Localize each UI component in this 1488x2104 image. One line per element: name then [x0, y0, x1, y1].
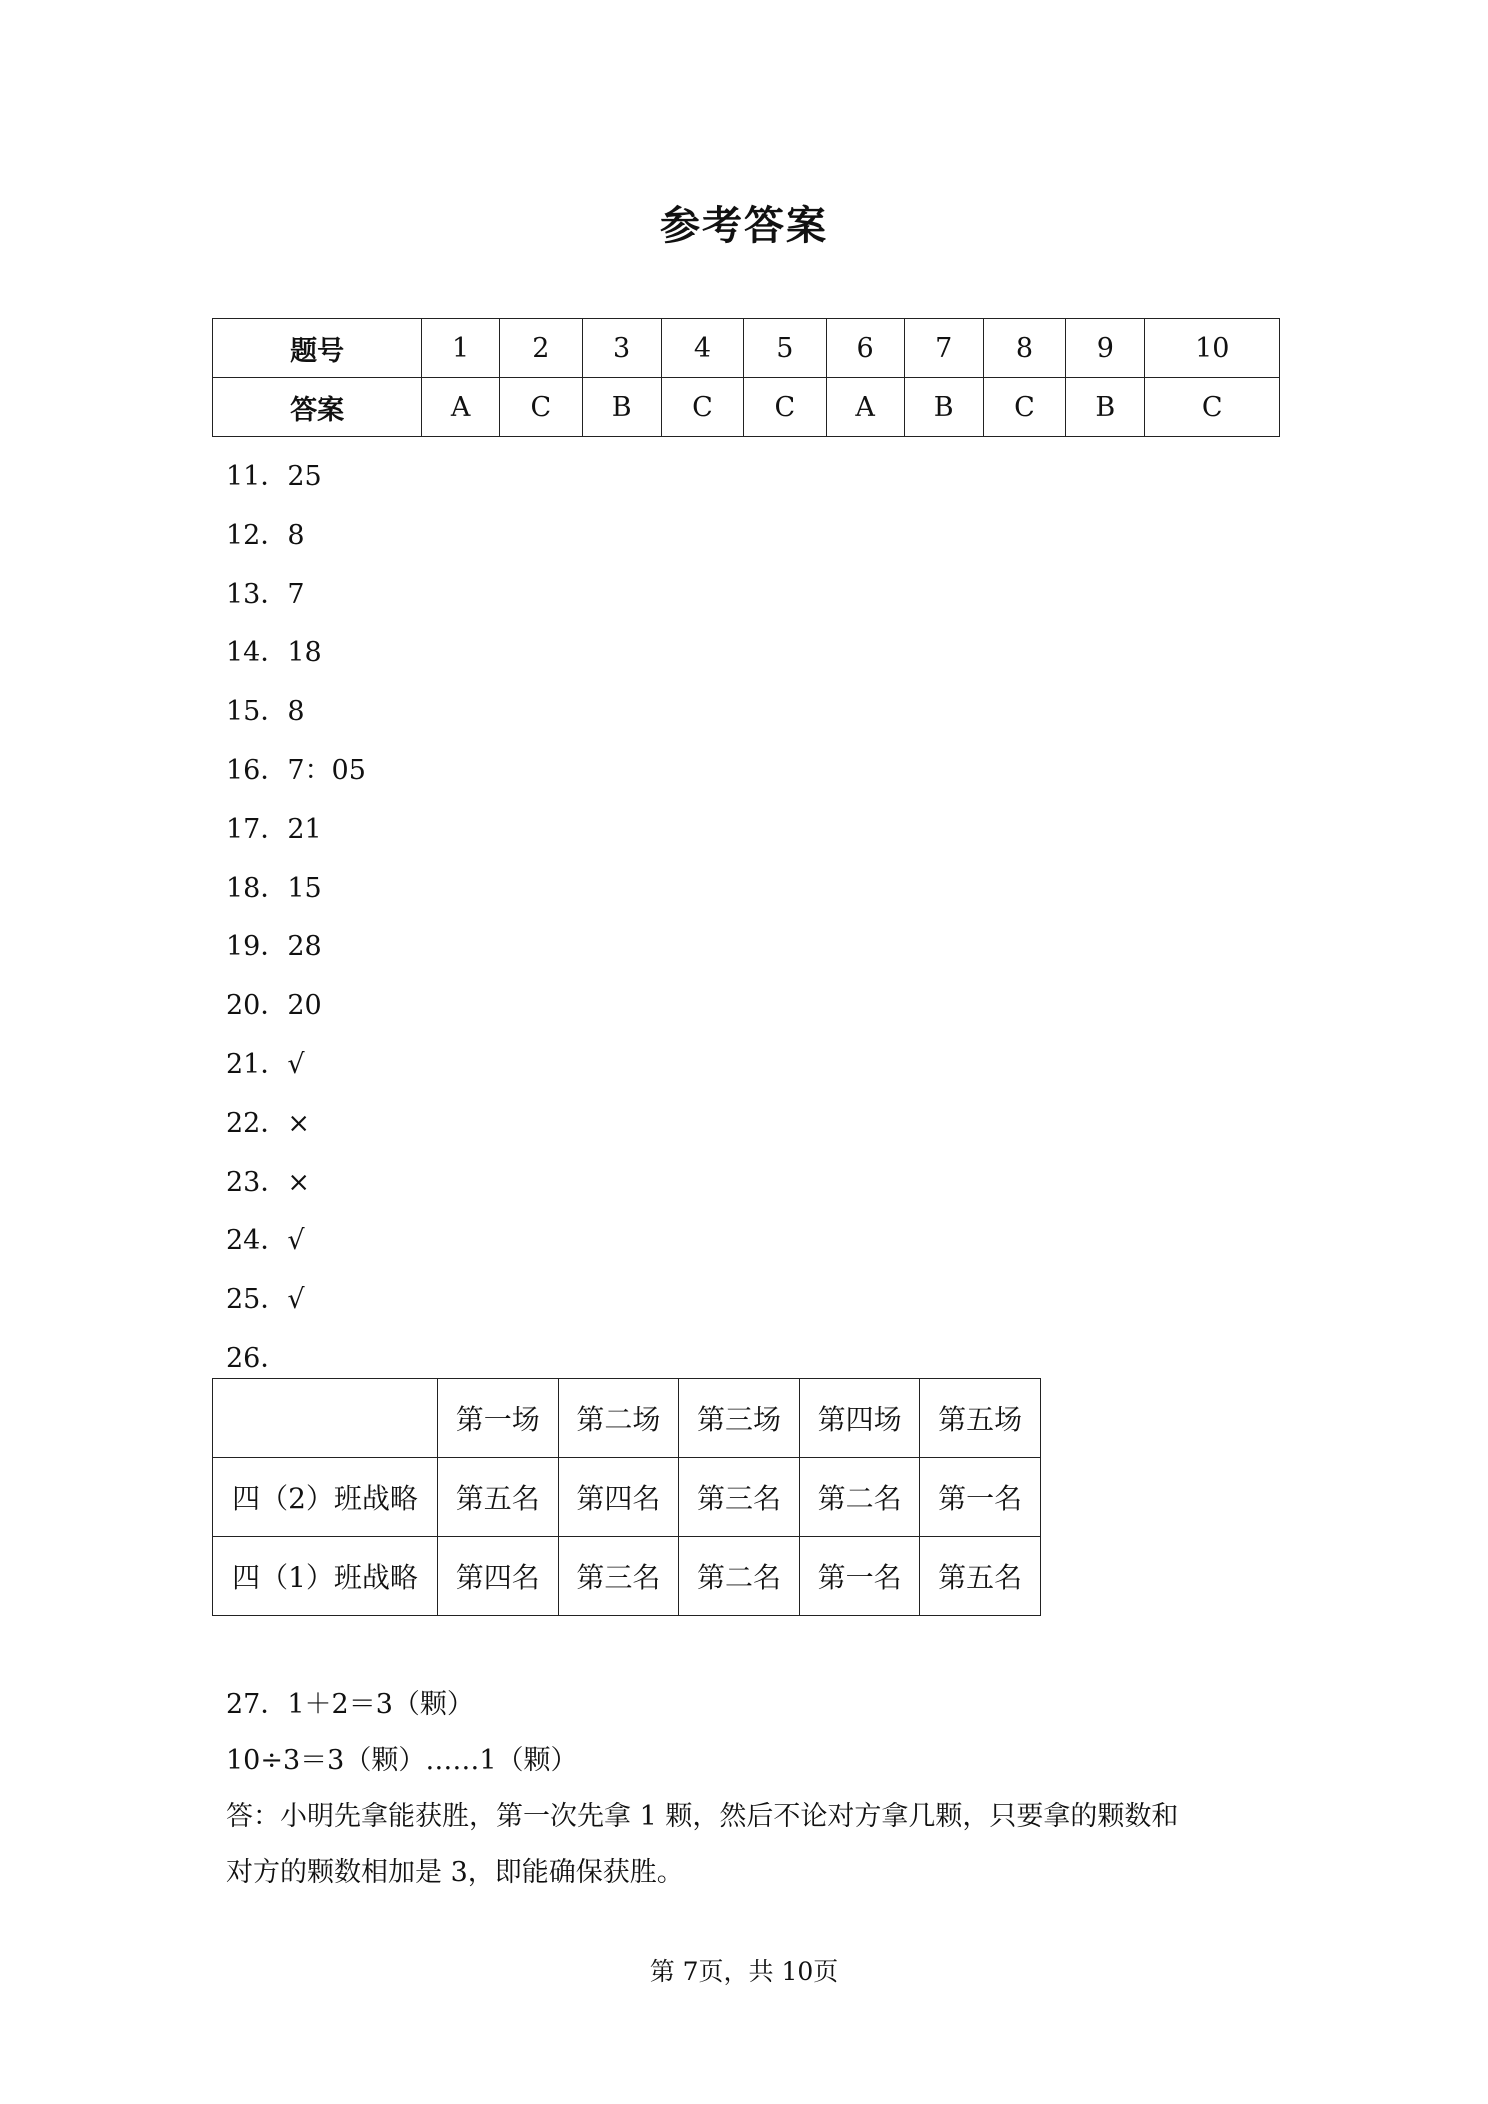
q27-line-2: 10÷3＝3（颗）……1（颗） — [226, 1745, 578, 1776]
q27-answer-line-2: 对方的颗数相加是 3，即能确保获胜。 — [226, 1857, 684, 1888]
strategy-column-header: 第五场 — [920, 1379, 1041, 1458]
answer-line: 23．× — [226, 1166, 310, 1198]
strategy-column-header: 第三场 — [679, 1379, 800, 1458]
strategy-column-header: 第一场 — [438, 1379, 559, 1458]
answer-header: 答案 — [213, 378, 422, 437]
answer-table-number-row — [213, 319, 1280, 378]
question-number: 5 — [744, 319, 826, 378]
strategy-cell: 第二名 — [679, 1537, 800, 1616]
question-number: 8 — [983, 319, 1065, 378]
answer-cell: B — [582, 378, 661, 437]
answer-line: 18．15 — [226, 872, 322, 904]
answer-line: 26． — [226, 1342, 288, 1374]
answer-cell: C — [1145, 378, 1280, 437]
answer-line: 16．7：05 — [226, 754, 366, 786]
strategy-cell: 第四名 — [438, 1537, 559, 1616]
strategy-cell: 第一名 — [799, 1537, 920, 1616]
page-footer: 第 7页，共 10页 — [649, 1957, 839, 1986]
question-number: 10 — [1145, 319, 1280, 378]
strategy-table — [212, 1378, 1041, 1616]
strategy-header-row — [213, 1379, 1041, 1458]
strategy-cell: 第五名 — [438, 1458, 559, 1537]
answer-line: 19．28 — [226, 931, 322, 963]
answer-line: 25．√ — [226, 1284, 305, 1316]
question-number: 1 — [422, 319, 500, 378]
answer-line: 12．8 — [226, 519, 305, 551]
strategy-row-label: 四（2）班战略 — [213, 1458, 438, 1537]
answer-line: 24．√ — [226, 1225, 305, 1257]
answer-cell: A — [826, 378, 904, 437]
strategy-row-label: 四（1）班战略 — [213, 1537, 438, 1616]
answer-line: 15．8 — [226, 696, 305, 728]
answer-cell: B — [904, 378, 983, 437]
strategy-cell: 第五名 — [920, 1537, 1041, 1616]
strategy-column-header: 第二场 — [558, 1379, 679, 1458]
question-number: 6 — [826, 319, 904, 378]
answer-cell: B — [1066, 378, 1145, 437]
answer-line: 21．√ — [226, 1048, 305, 1080]
answer-table — [212, 318, 1280, 437]
strategy-cell: 第三名 — [558, 1537, 679, 1616]
answer-line: 13．7 — [226, 578, 305, 610]
question-number: 7 — [904, 319, 983, 378]
answer-cell: C — [500, 378, 582, 437]
answer-line: 14．18 — [226, 637, 322, 669]
answer-cell: C — [661, 378, 743, 437]
answer-cell: C — [983, 378, 1065, 437]
strategy-cell: 第二名 — [799, 1458, 920, 1537]
strategy-cell: 第三名 — [679, 1458, 800, 1537]
q27-answer-line-1: 答：小明先拿能获胜，第一次先拿 1 颗，然后不论对方拿几颗，只要拿的颗数和 — [226, 1801, 1179, 1832]
strategy-cell: 第一名 — [920, 1458, 1041, 1537]
answers-list — [226, 448, 366, 1389]
q27-line-1: 27．1＋2＝3（颗） — [226, 1689, 474, 1720]
question-number: 4 — [661, 319, 743, 378]
number-header: 题号 — [213, 319, 422, 378]
answer-line: 22．× — [226, 1107, 310, 1139]
answer-line: 11．25 — [226, 461, 322, 492]
strategy-column-header: 第四场 — [799, 1379, 920, 1458]
strategy-corner-cell — [213, 1379, 438, 1458]
strategy-row — [213, 1458, 1041, 1537]
question-number: 3 — [582, 319, 661, 378]
answer-table-answer-row — [213, 378, 1280, 437]
answer-cell: A — [422, 378, 500, 437]
answer-line: 17．21 — [226, 813, 322, 845]
strategy-cell: 第四名 — [558, 1458, 679, 1537]
question-number: 2 — [500, 319, 582, 378]
answer-line: 20．20 — [226, 990, 322, 1022]
question-number: 9 — [1066, 319, 1145, 378]
answer-cell: C — [744, 378, 826, 437]
page-title: 参考答案 — [660, 203, 828, 249]
strategy-row — [213, 1537, 1041, 1616]
